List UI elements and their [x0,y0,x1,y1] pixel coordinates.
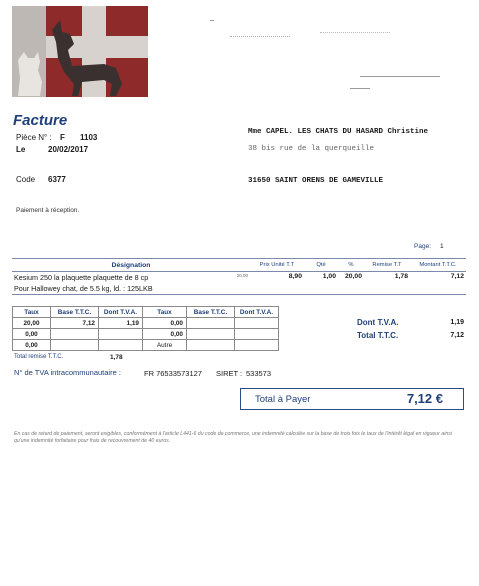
tax-cell: 7,12 [51,318,99,329]
col-unit-price: Prix Unité T.T [250,259,304,272]
col-qty: Qté [304,259,338,272]
table-row [13,318,279,329]
document-title: Facture [13,112,68,129]
header-marks [200,14,450,94]
tax-cell: 1,19 [99,318,143,329]
page-number: 1 [440,243,444,250]
customer-street: 38 bis rue de la querqueille [248,145,375,153]
tax-header-row [13,307,279,318]
clinic-logo [12,6,148,97]
total-ttc-value: 7,12 [450,332,464,339]
code-label: Code [16,175,36,184]
tax-cell [235,318,279,329]
date-label: Le [16,145,26,154]
tax-col-vat: Dont T.V.A. [99,307,143,318]
total-remise-label: Total remise T.T.C. [14,354,64,360]
piece-type: F [60,133,65,142]
siret-label: SIRET : [216,369,243,378]
total-ttc-label: Total T.T.C. [357,331,399,340]
invoice-date: 20/02/2017 [48,145,89,154]
line-qty [304,283,338,295]
line-tax-note: 20.00 [236,273,248,278]
late-payment-notice: En cas de retard de paiement, seront exigibles, conformément à l'article L441-6 du code de commerce, une indemnité calculée sur la base de trois fois le taux de l'intérêt légal en vigueur ainsi qu'une indemnité forfaitaire pour frais de recouvrement de 40 euros. [14,431,452,444]
dog-cat-cross-icon [12,6,148,97]
table-row [13,340,279,351]
line-unit-price: 8,90 [288,273,302,280]
dont-tva-value: 1,19 [450,319,464,326]
tax-col-rate-2: Taux [143,307,187,318]
tax-cell: 0,00 [143,329,187,340]
line-amount [410,283,466,295]
tax-cell [99,340,143,351]
line-percent: 20,00 [344,273,362,280]
tax-cell [235,340,279,351]
total-to-pay-label: Total à Payer [255,394,311,405]
line-designation [12,272,250,284]
line-designation: Pour Hallowey chat, de 5.5 kg, ld. : 125LKB [14,284,153,293]
tax-col-vat-2: Dont T.V.A. [235,307,279,318]
tax-cell [51,329,99,340]
piece-number: 1103 [80,133,98,142]
tax-cell [99,329,143,340]
tax-cell: 20,00 [13,318,51,329]
col-amount: Montant T.T.C. [410,259,466,272]
customer-name: Mme CAPEL. LES CHATS DU HASARD Christine [248,128,429,136]
table-row [13,329,279,340]
tax-cell [235,329,279,340]
tax-cell: Autre [143,340,187,351]
table-row [12,272,466,284]
total-remise-value: 1,78 [110,354,123,361]
table-row [12,283,466,295]
line-designation-text: Kesium 250 la plaquette plaquette de 8 cp [14,273,149,282]
tax-cell [187,329,235,340]
total-to-pay-box [240,388,464,410]
payment-terms: Paiement à réception. [16,207,80,214]
siret-number: 533573 [246,369,272,378]
line-percent [338,283,364,295]
tva-number: FR 76533573127 [144,369,202,378]
line-amount: 7,12 [450,273,464,280]
line-qty: 1,00 [322,273,336,280]
line-discount [364,283,410,295]
tva-number-label: N° de TVA intracommunautaire : [14,368,121,377]
page-label: Page: [414,243,431,250]
col-percent: % [338,259,364,272]
customer-code: 6377 [48,175,66,184]
piece-label: Pièce N° : [16,133,52,142]
tax-cell: 0,00 [13,340,51,351]
dont-tva-label: Dont T.V.A. [357,318,399,327]
tax-cell: 0,00 [13,329,51,340]
invoice-lines-table [12,258,466,295]
tax-col-base: Base T.T.C. [51,307,99,318]
tax-col-rate: Taux [13,307,51,318]
line-discount: 1,78 [394,273,408,280]
col-discount: Remise T.T [364,259,410,272]
tax-cell: 0,00 [143,318,187,329]
tax-col-base-2: Base T.T.C. [187,307,235,318]
customer-city: 31650 SAINT ORENS DE GAMEVILLE [248,177,384,185]
table-header-row [12,259,466,272]
line-unit-price [250,283,304,295]
tax-cell [51,340,99,351]
col-designation: Désignation [12,259,250,272]
tax-summary-table [12,306,279,351]
tax-cell [187,318,235,329]
total-to-pay-value: 7,12 € [406,391,443,406]
tax-cell [187,340,235,351]
